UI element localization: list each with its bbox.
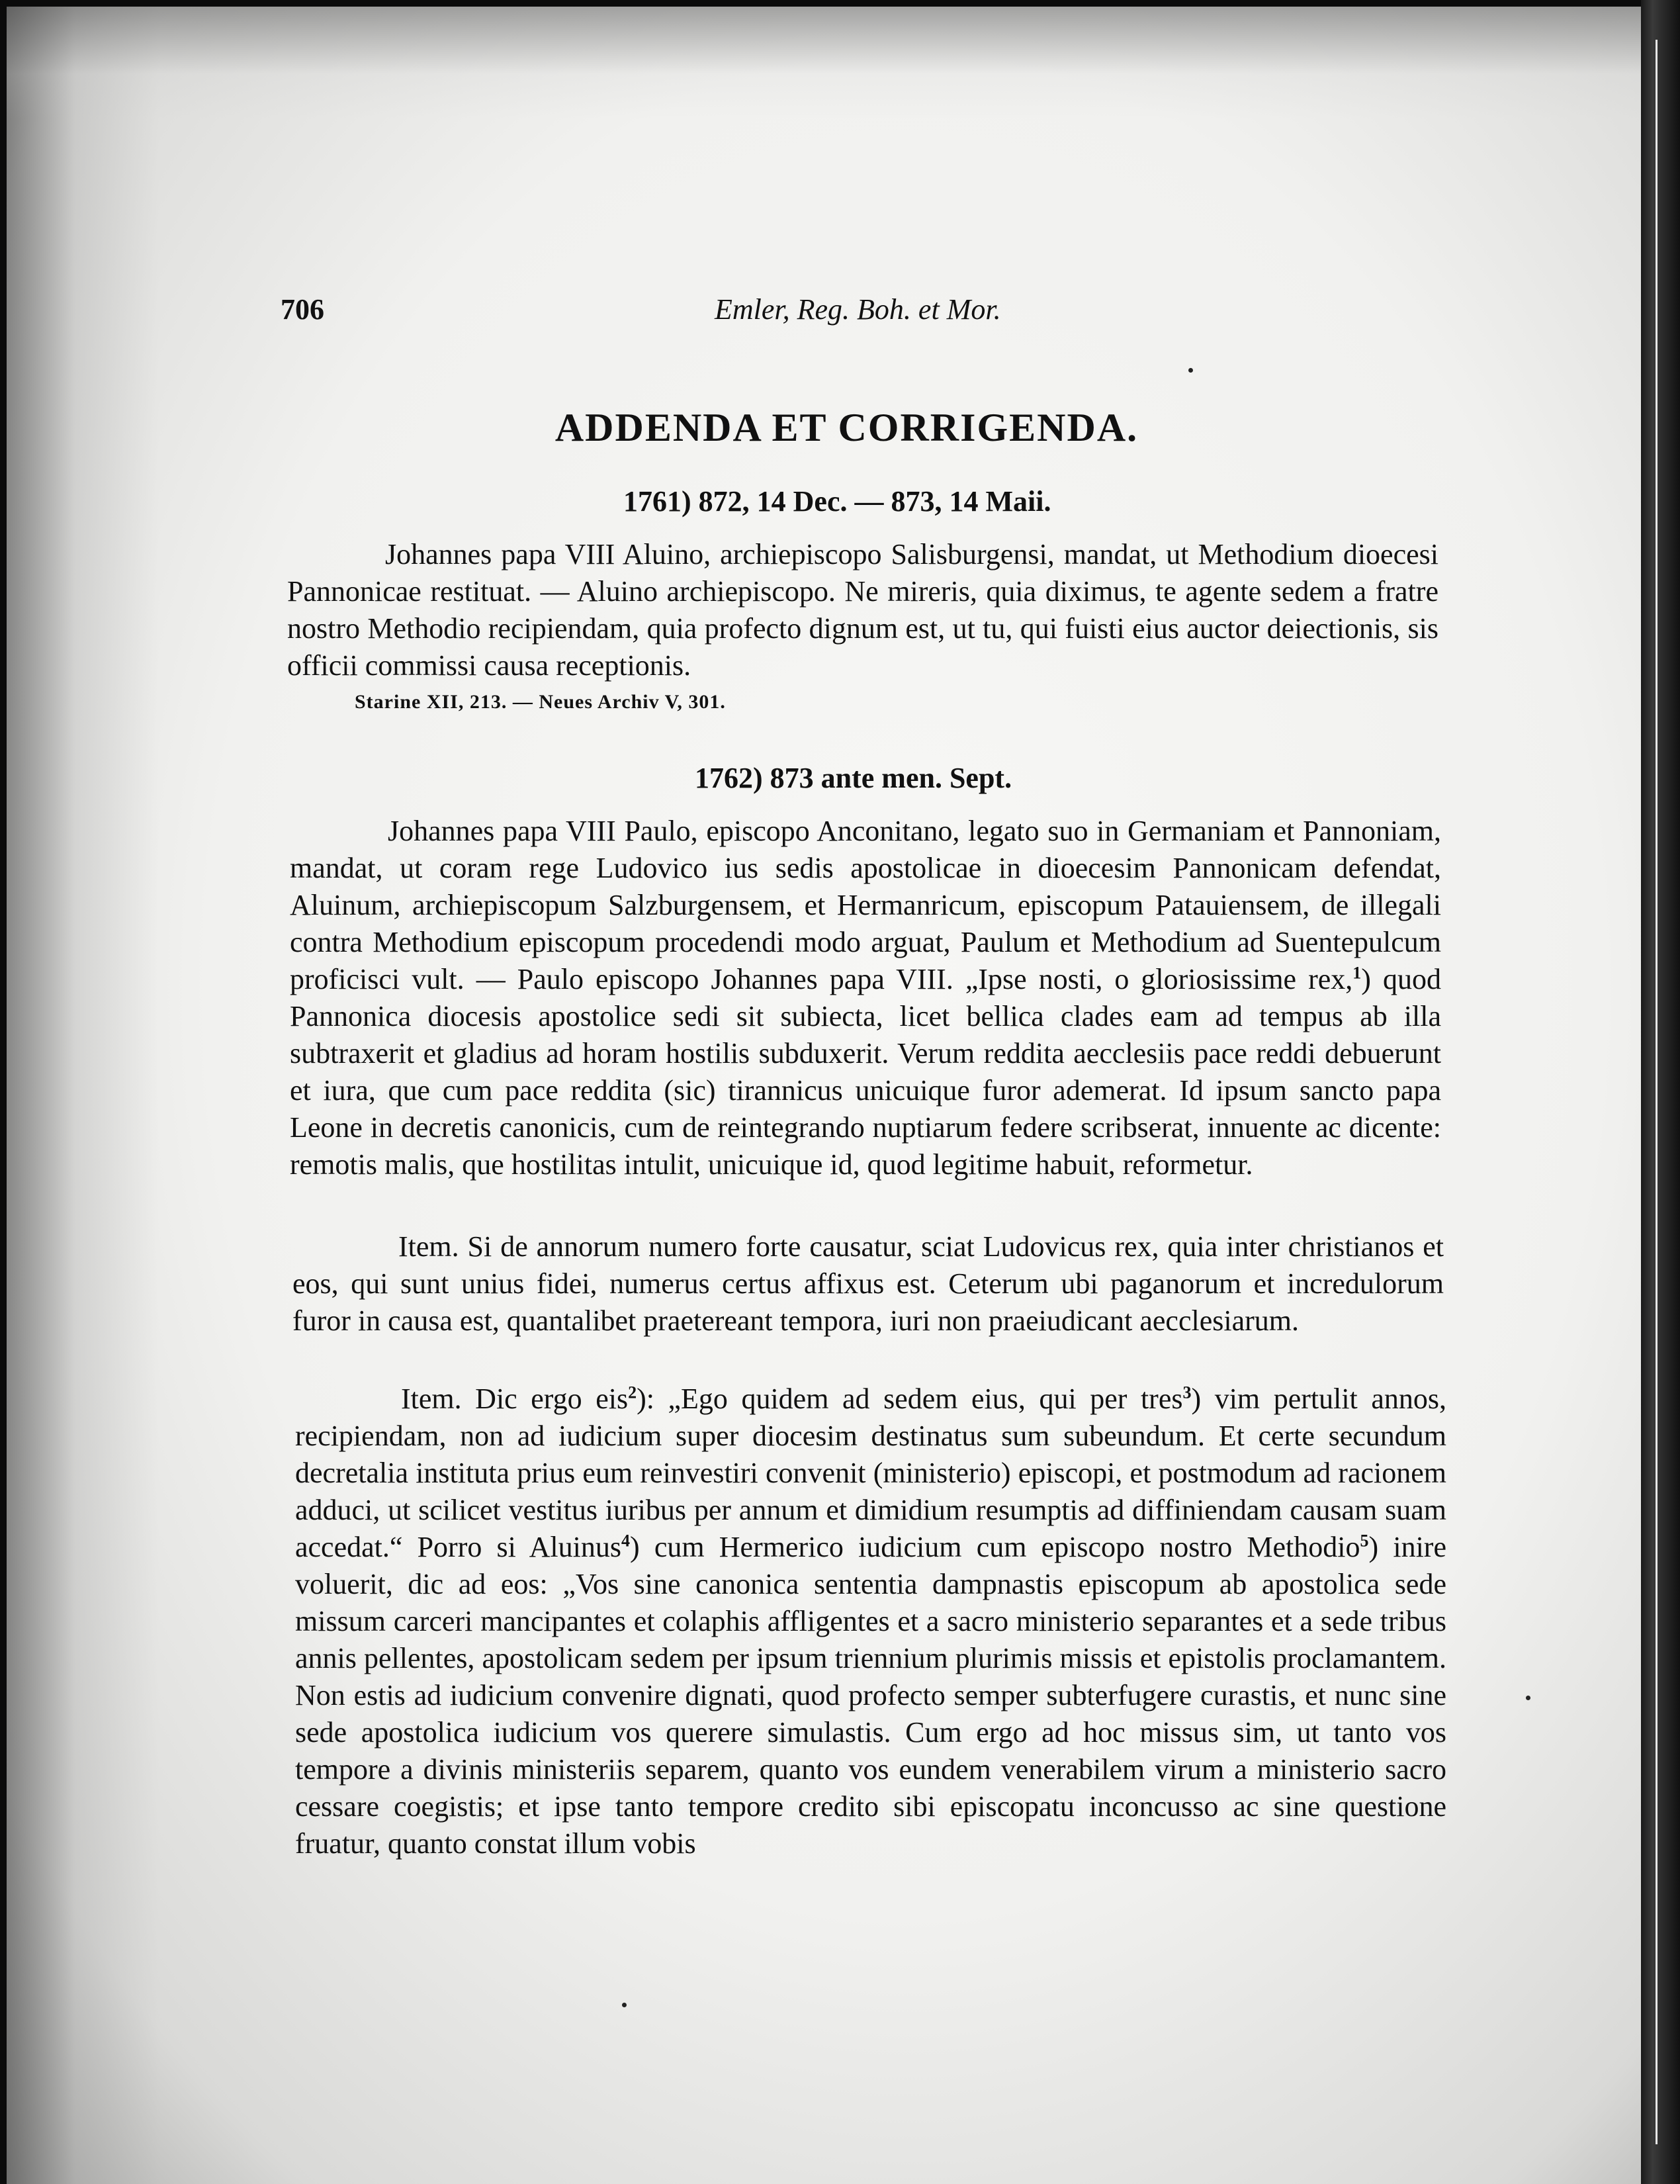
footnote-mark: 5 xyxy=(1360,1531,1369,1551)
paragraph-segment: ) vim pertulit annos, recipiendam, non ad iudicium super diocesim destinatus sum subeundum. Et certe secundum decretalia instituta prius eum reinvestiri convenit (ministerio) episcopi, et postmodum ad racionem adduci, ut scilicet vestitus iuribus per annum et dimidium resumptis ad diffiniendam causam suam accedat.“ Porro si Aluinus xyxy=(295,1383,1446,1563)
paragraph-segment: ) quod Pannonica diocesis apostolice sedi sit subiecta, licet bellica clades eam ad tempus ab illa subtraxerit et gladius ad horam hostilis subduxerit. Verum reddita aecclesiis pace reddi debuerunt et iura, que cum pace reddita (sic) tirannicus unicuique furor ademerat. Id ipsum sancto papa Leone in decretis canonicis, cum de reintegrando nuptiarum federe scribserat, innuente ac dicente: remotis malis, que hostilitas intulit, unicuique id, quod legitime habuit, reformetur. xyxy=(290,963,1441,1181)
scan-speck xyxy=(1188,368,1193,373)
paragraph-segment: ) cum Hermerico iudicium cum episcopo nostro Methodio xyxy=(630,1531,1360,1563)
footnote-mark: 2 xyxy=(628,1383,637,1402)
paragraph-segment: Item. Dic ergo eis xyxy=(401,1383,629,1415)
footnote-mark: 4 xyxy=(621,1531,630,1551)
entry-source-1761: Starine XII, 213. — Neues Archiv V, 301. xyxy=(355,691,726,713)
entry-heading-1762: 1762) 873 ante men. Sept. xyxy=(695,762,1012,794)
paragraph-segment: Johannes papa VIII Paulo, episcopo Anconitano, legato suo in Germaniam et Pannoniam, mandat, ut coram rege Ludovico ius sedis apostolicae in dioecesim Pannonicam defendat, Aluinum, archiepiscopum Salzburgensem, et Hermanricum, episcopum Patauiensem, de illegali contra Methodium episcopum procedendi modo arguat, Paulum et Methodium ad Suentepulcum proficisci vult. — Paulo episcopo Johannes papa VIII. „Ipse nosti, o gloriosissime rex, xyxy=(290,815,1441,995)
entry-paragraph-1762-2: Item. Si de annorum numero forte causatur, sciat Ludovicus rex, quia inter christianos et eos, qui sunt unius fidei, numerus certus affixus est. Ceterum ubi paganorum et incredulorum furor in causa est, quantalibet praetereant tempora, iuri non praeiudicant aecclesiarum. xyxy=(292,1230,1444,1337)
scan-border xyxy=(1641,0,1680,2184)
scanned-page xyxy=(7,7,1641,2184)
entry-paragraph-1762-3 xyxy=(295,1381,1446,1862)
scan-speck xyxy=(622,2003,627,2007)
paragraph-segment: ): „Ego quidem ad sedem eius, qui per tres xyxy=(637,1383,1183,1415)
entry-text-1761: Johannes papa VIII Aluino, archiepiscopo Salisburgensi, mandat, ut Methodium dioecesi Pannonicae restituat. — Aluino archiepiscopo. Ne mireris, quia diximus, te agente sedem a fratre nostro Methodio recipiendam, quia profecto dignum est, ut tu, qui fuisti eius auctor deiectionis, sis officii commissi causa receptionis. xyxy=(287,538,1438,682)
running-head: Emler, Reg. Boh. et Mor. xyxy=(715,293,1001,326)
entry-heading-1761: 1761) 872, 14 Dec. — 873, 14 Maii. xyxy=(623,485,1051,518)
paragraph-segment: ) inire voluerit, dic ad eos: „Vos sine canonica sententia dampnastis episcopum ab apostolica sede missum carceri mancipantes et colaphis affligentes et a sacro ministerio separantes et a sede tribus annis pellentes, apostolicam sedem per ipsum triennium plurimis missis et epistolis proclamantem. Non estis ad iudicium convenire dignati, quod profecto semper subterfugere curastis, et nunc sine sede apostolica iudicium vos querere simulastis. Cum ergo ad hoc missus sim, ut tanto vos tempore a divinis ministeriis separem, quanto vos eundem venerabilem virum a ministerio sacro cessare coegistis; et ipse tanto tempore credito sibi episcopatu inconcusso ac sine questione fruatur, quanto constat illum vobis xyxy=(295,1531,1446,1860)
section-title: ADDENDA ET CORRIGENDA. xyxy=(554,406,1139,449)
footnote-mark: 1 xyxy=(1352,963,1362,983)
scan-speck xyxy=(1526,1696,1530,1700)
footnote-mark: 3 xyxy=(1182,1383,1192,1402)
page-number: 706 xyxy=(281,293,324,326)
entry-paragraph-1762-1 xyxy=(290,813,1441,1183)
